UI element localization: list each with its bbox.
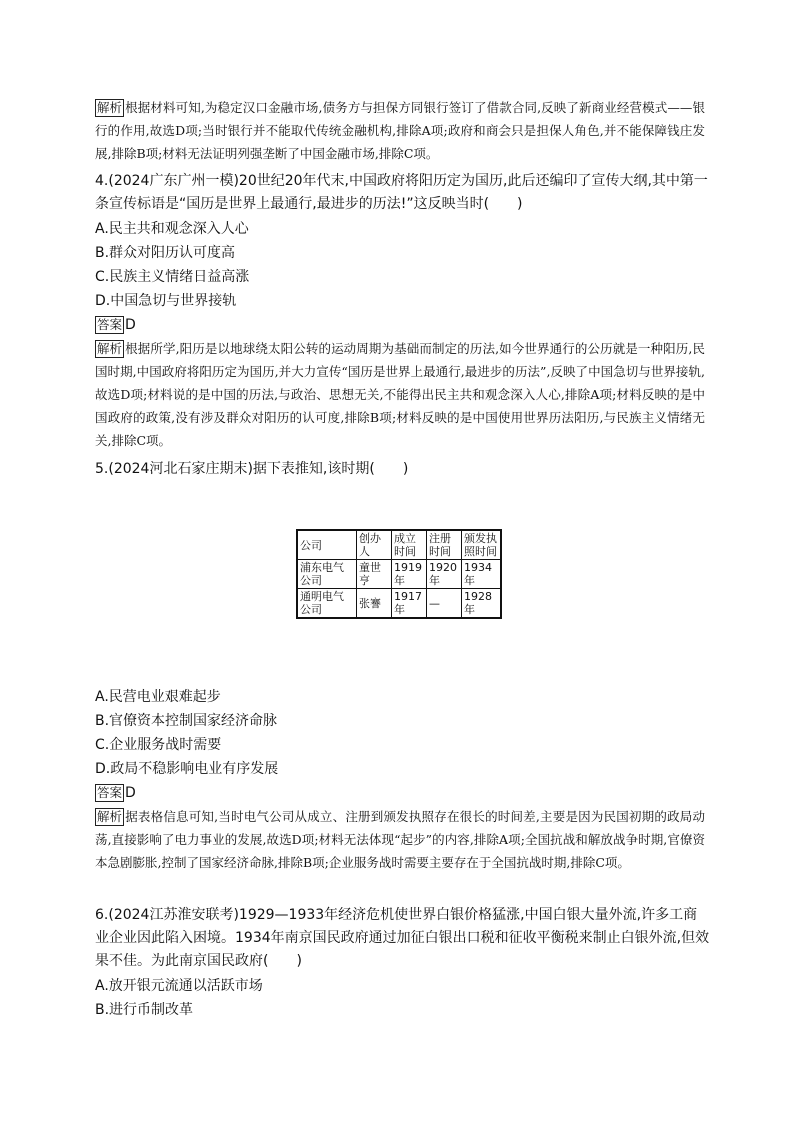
q5-analysis [95, 805, 705, 874]
table-row [297, 589, 501, 619]
table-row [297, 560, 501, 589]
q4-analysis [95, 337, 705, 452]
q4-answer [95, 315, 136, 335]
q5-option-d: D.政局不稳影响电业有序发展 [95, 761, 279, 777]
table-header: 公司 [297, 530, 357, 560]
table-cell: 1917年 [392, 589, 427, 619]
q5-analysis-text: 据表格信息可知,当时电气公司从成立、注册到颁发执照存在很长的时间差,主要是因为民国初期的政局动荡,直接影响了电力事业的发展,故选D项;材料无法体现“起步”的内容,排除A项;全国抗战和解放战争时期,官僚资本急剧膨胀,控制了国家经济命脉,排除B项;企业服务战时需要主要存在于全国抗战时期,排除C项。 [95, 809, 705, 870]
table-header-row [297, 530, 501, 560]
table-cell: 1919年 [392, 560, 427, 589]
q4-stem: 4.(2024广东广州一模)20世纪20年代末,中国政府将阳历定为国历,此后还编印了宣传大纲,其中第一条宣传标语是“国历是世界上最通行,最进步的历法!”这反映当时( ) [95, 173, 708, 212]
table-cell: 1934年 [462, 560, 502, 589]
q6-stem: 6.(2024江苏淮安联考)1929—1933年经济危机使世界白银价格猛涨,中国白银大量外流,许多工商业企业因此陷入困境。1934年南京国民政府通过加征白银出口税和征收平衡税来制止白银外流,但效果不佳。为此南京国民政府( ) [95, 907, 710, 969]
q5-option-b: B.官僚资本控制国家经济命脉 [95, 713, 278, 729]
table-cell: 1928年 [462, 589, 502, 619]
table-cell: 1920年 [427, 560, 462, 589]
q5-answer [95, 783, 136, 803]
table-cell: 浦东电气公司 [297, 560, 357, 589]
answer-tag: 答案 [97, 317, 123, 332]
analysis-tag: 解析 [97, 341, 123, 356]
q4-option-c: C.民族主义情绪日益高涨 [95, 269, 250, 285]
q4-answer-value: D [125, 317, 136, 333]
table-header: 创办人 [357, 530, 392, 560]
q4-option-d: D.中国急切与世界接轨 [95, 293, 237, 309]
q6-option-a: A.放开银元流通以活跃市场 [95, 978, 263, 994]
table-cell: 通明电气公司 [297, 589, 357, 619]
q5-option-a: A.民营电业艰难起步 [95, 689, 221, 705]
table-cell: 张謇 [357, 589, 392, 619]
analysis-tag: 解析 [97, 809, 123, 824]
q5-answer-value: D [125, 785, 136, 801]
q4-option-a: A.民主共和观念深入人心 [95, 221, 249, 237]
q6-option-b: B.进行币制改革 [95, 1002, 194, 1018]
table-header: 注册时间 [427, 530, 462, 560]
table-cell: 童世亨 [357, 560, 392, 589]
table-header: 成立时间 [392, 530, 427, 560]
table-header: 颁发执照时间 [462, 530, 502, 560]
q5-stem: 5.(2024河北石家庄期末)据下表推知,该时期( ) [95, 461, 409, 477]
q4-option-b: B.群众对阳历认可度高 [95, 245, 236, 261]
analysis-tag: 解析 [97, 100, 123, 115]
table-cell: — [427, 589, 462, 619]
answer-tag: 答案 [97, 785, 123, 800]
q3-analysis-text: 根据材料可知,为稳定汉口金融市场,债务方与担保方同银行签订了借款合同,反映了新商业经营模式——银行的作用,故选D项;当时银行并不能取代传统金融机构,排除A项;政府和商会只是担保人角色,并不能保障钱庄发展,排除B项;材料无法证明列强垄断了中国金融市场,排除C项。 [95, 100, 705, 161]
q4-analysis-text: 根据所学,阳历是以地球绕太阳公转的运动周期为基础而制定的历法,如今世界通行的公历就是一种阳历,民国时期,中国政府将阳历定为国历,并大力宣传“国历是世界上最通行,最进步的历法”,反映了中国急切与世界接轨,故选D项;材料说的是中国的历法,与政治、思想无关,不能得出民主共和观念深入人心,排除A项;材料反映的是中国政府的政策,没有涉及群众对阳历的认可度,排除B项;材料反映的是中国使用世界历法阳历,与民族主义情绪无关,排除C项。 [95, 341, 705, 448]
q5-option-c: C.企业服务战时需要 [95, 737, 222, 753]
q3-analysis [95, 96, 705, 165]
q5-table [296, 529, 502, 619]
